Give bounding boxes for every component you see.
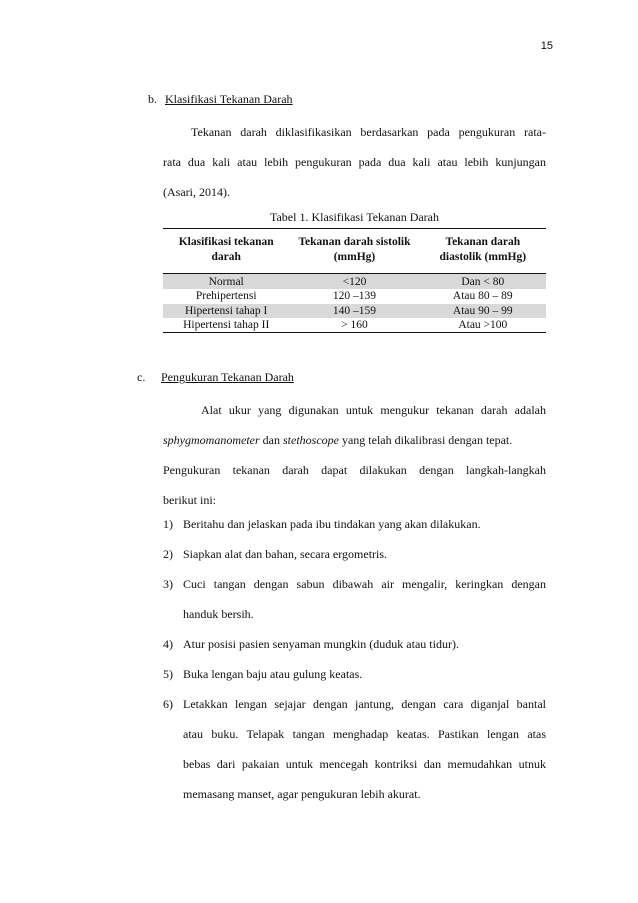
term-sphygmomanometer: sphygmomanometer — [163, 433, 260, 447]
measurement-steps-list — [163, 509, 546, 809]
text-fragment: yang telah dikalibrasi dengan tepat. — [338, 433, 513, 447]
paragraph-line — [163, 425, 546, 455]
page-number: 15 — [540, 40, 553, 52]
section-b-letter: b. — [148, 92, 157, 106]
table-cell: Atau 80 – 89 — [452, 290, 513, 303]
list-item — [163, 629, 546, 659]
list-item — [163, 569, 546, 629]
step-line: Letakkan lengan sejajar dengan jantung, dengan cara diganjal bantal — [183, 697, 546, 711]
section-b-title: Klasifikasi Tekanan Darah — [165, 92, 293, 106]
step-line: handuk bersih. — [183, 607, 254, 621]
list-item — [163, 689, 546, 809]
table-cell: Hipertensi tahap I — [184, 304, 268, 317]
table-cell: Atau 90 – 99 — [452, 304, 513, 317]
step-line: atau buku. Telapak tangan menghadap keatas. Pastikan lengan atas — [183, 727, 546, 741]
header-classification — [163, 229, 289, 274]
term-stethoscope: stethoscope — [282, 433, 339, 447]
table-row — [163, 304, 546, 319]
table-cell: 140 –159 — [332, 304, 377, 317]
table-cell: 120 –139 — [332, 290, 377, 303]
header-line: darah — [211, 251, 241, 263]
list-item — [163, 539, 546, 569]
table-header-row — [163, 229, 546, 274]
step-number: 2) — [163, 547, 173, 561]
table-cell: > 160 — [341, 319, 368, 331]
step-line: bebas dari pakaian untuk mencegah kontriksi dan memudahkan utnuk — [183, 757, 546, 771]
table-cell: Atau >100 — [458, 319, 508, 331]
step-line: Cuci tangan dengan sabun dibawah air mengalir, keringkan dengan — [183, 577, 546, 591]
paragraph-line: Alat ukur yang digunakan untuk mengukur tekanan darah adalah — [201, 403, 546, 417]
section-c-title: Pengukuran Tekanan Darah — [161, 370, 294, 384]
step-line: Beritahu dan jelaskan pada ibu tindakan yang akan dilakukan. — [183, 517, 481, 531]
table-cell: Dan < 80 — [461, 276, 505, 288]
paragraph-line: berikut ini: — [163, 493, 216, 507]
list-item — [163, 659, 546, 689]
step-number: 5) — [163, 667, 173, 681]
paragraph-line: (Asari, 2014). — [163, 185, 230, 199]
list-item — [163, 509, 546, 539]
paragraph-line: Pengukuran tekanan darah dapat dilakukan dengan langkah-langkah — [163, 463, 546, 477]
text-fragment: dan — [259, 433, 283, 447]
step-line: Atur posisi pasien senyaman mungkin (duduk atau tidur). — [183, 637, 459, 651]
blood-pressure-table — [163, 228, 546, 333]
step-line: Buka lengan baju atau gulung keatas. — [183, 667, 363, 681]
step-number: 6) — [163, 697, 173, 711]
header-line: (mmHg) — [333, 251, 376, 263]
header-diastolic — [420, 229, 546, 274]
table-cell: Normal — [208, 276, 244, 288]
table-cell: <120 — [342, 276, 367, 288]
step-line: memasang manset, agar pengukuran lebih akurat. — [183, 787, 421, 801]
section-b-paragraph — [163, 117, 546, 207]
header-line: Tekanan darah — [445, 236, 521, 248]
header-systolic — [289, 229, 419, 274]
step-number: 3) — [163, 577, 173, 591]
table-cell: Hipertensi tahap II — [183, 319, 270, 331]
table-caption: Tabel 1. Klasifikasi Tekanan Darah — [269, 210, 440, 224]
header-line: Klasifikasi tekanan — [178, 236, 274, 248]
table-row — [163, 289, 546, 304]
step-number: 4) — [163, 637, 173, 651]
header-line: diastolik (mmHg) — [439, 251, 527, 263]
table-row — [163, 318, 546, 333]
step-line: Siapkan alat dan bahan, secara ergometris. — [183, 547, 388, 561]
section-c-paragraph — [163, 395, 546, 515]
section-c-letter: c. — [137, 370, 146, 384]
header-line: Tekanan darah sistolik — [298, 236, 411, 248]
paragraph-line: Tekanan darah diklasifikasikan berdasarkan pada pengukuran rata- — [191, 125, 546, 139]
paragraph-line: rata dua kali atau lebih pengukuran pada dua kali atau lebih kunjungan — [163, 155, 546, 169]
table-row — [163, 274, 546, 290]
table-cell: Prehipertensi — [195, 290, 257, 303]
step-number: 1) — [163, 517, 173, 531]
